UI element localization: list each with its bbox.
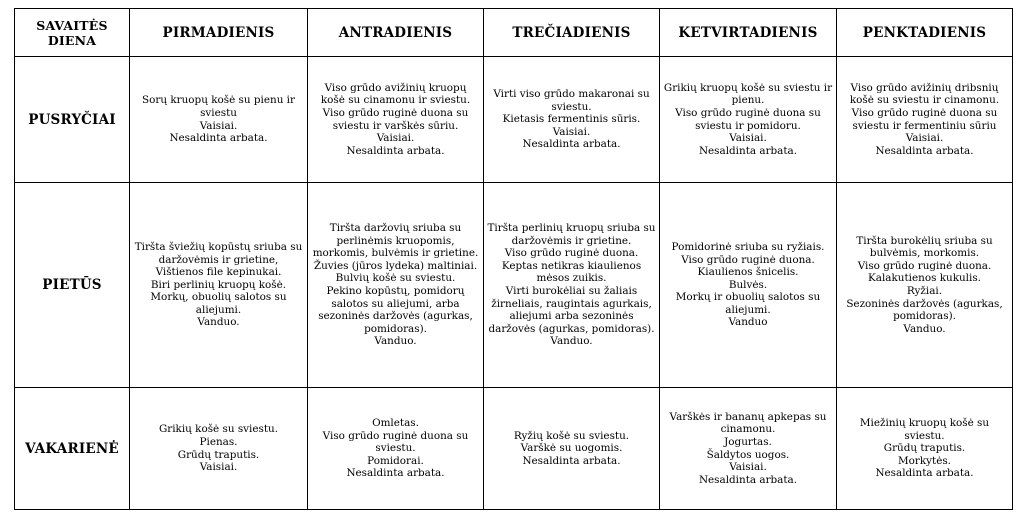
menu-item-line: Pomidorinė sriuba su ryžiais. — [671, 240, 825, 253]
menu-item-line: Keptas netikras kiaulienos mėsos zuikis. — [501, 259, 642, 285]
menu-item-line: Morkų ir obuolių salotos su aliejumi. — [675, 291, 821, 316]
menu-cell-breakfast-friday — [837, 57, 1013, 183]
header-row — [15, 9, 1013, 57]
menu-item-line: Grikių košė su sviestu. — [158, 423, 279, 436]
menu-item-line: Pienas. — [199, 435, 238, 448]
menu-item-line: Grūdų traputis. — [177, 448, 260, 461]
menu-item-line: Vaisiai. — [729, 132, 767, 145]
menu-item-line: Miežinių kruopų košė su sviestu. — [859, 417, 990, 442]
meal-row-dinner — [15, 388, 1013, 510]
menu-item-line: Viso grūdo ruginė duona su sviestu ir pomidoru. — [675, 106, 821, 132]
menu-item-line: Viso grūdo ruginė duona. — [681, 253, 815, 266]
menu-item-line: Tiršta šviežių kopūstų sriuba su daržovėmis ir grietine, — [134, 240, 303, 266]
menu-item-line: Omletas. — [372, 417, 419, 430]
menu-item-line: Vanduo. — [903, 322, 946, 335]
meal-label-lunch: PIETŪS — [15, 183, 130, 388]
menu-cell-breakfast-monday — [130, 57, 308, 183]
corner-line: DIENA — [47, 32, 97, 48]
menu-item-line: Nesaldinta arbata. — [698, 473, 798, 486]
menu-cell-lunch-wednesday — [484, 183, 660, 388]
menu-item-line: Nesaldinta arbata. — [346, 144, 445, 157]
menu-item-line: Kiaulienos šnicelis. — [697, 266, 799, 279]
menu-cell-dinner-friday — [837, 388, 1013, 510]
menu-item-line: Varškė su uogomis. — [520, 442, 623, 455]
menu-cell-dinner-wednesday — [484, 388, 660, 510]
menu-item-line: Sorų kruopų košė su pienu ir sviestu — [142, 94, 295, 119]
menu-item-line: Vaisiai. — [729, 461, 767, 474]
menu-item-line: Vaisiai. — [376, 132, 415, 145]
day-header-monday: PIRMADIENIS — [130, 9, 308, 57]
menu-item-line: Tiršta daržovių sriuba su perlinėmis kruopomis, morkomis, bulvėmis ir grietine. — [312, 222, 479, 260]
menu-item-line: Viso grūdo ruginė duona su sviestu. — [322, 429, 469, 455]
day-header-thursday: KETVIRTADIENIS — [660, 9, 837, 57]
menu-item-line: Morkytės. — [898, 454, 951, 467]
menu-item-line: Vaisiai. — [905, 132, 944, 145]
menu-cell-lunch-friday — [837, 183, 1013, 388]
menu-item-line: Pekino kopūstų, pomidorų salotos su aliejumi, arba sezoninės daržovės (agurkas, pomidoras). — [318, 285, 473, 335]
weekly-menu-table — [14, 8, 1013, 510]
menu-item-line: Viso grūdo avižinių dribsnių košė su sviestu ir cinamonu. — [849, 81, 1000, 107]
menu-cell-dinner-monday — [130, 388, 308, 510]
menu-item-line: Viso grūdo ruginė duona su sviestu ir varškės sūriu. — [322, 106, 469, 132]
menu-item-line: Varškės ir bananų apkepas su cinamonu. — [669, 410, 827, 436]
menu-item-line: Bulvės. — [728, 278, 768, 291]
menu-item-line: Bulvių košė su sviestu. — [335, 272, 456, 285]
menu-cell-dinner-tuesday — [308, 388, 484, 510]
menu-item-line: Nesaldinta arbata. — [522, 454, 621, 467]
menu-cell-lunch-monday — [130, 183, 308, 388]
menu-item-line: Viso grūdo ruginė duona su sviestu ir fermentiniu sūriu — [851, 106, 998, 132]
menu-item-line: Žuvies (jūros lydeka) maltiniai. — [313, 259, 478, 272]
menu-item-line: Nesaldinta arbata. — [346, 467, 445, 480]
menu-item-line: Jogurtas. — [724, 435, 772, 448]
menu-item-line: Kietasis fermentinis sūris. — [502, 113, 641, 126]
menu-item-line: Sezoninės daržovės (agurkas, pomidoras). — [846, 297, 1003, 323]
menu-item-line: Tiršta perlinių kruopų sriuba su daržovėmis ir grietine. — [487, 222, 656, 247]
menu-item-line: Vištienos file kepinukai. — [155, 266, 282, 279]
menu-item-line: Virti burokėliai su žaliais žirneliais, raugintais agurkais, aliejumi arba sezoninės daržovės (agurkas, pomidoras). — [488, 285, 655, 335]
menu-cell-breakfast-wednesday — [484, 57, 660, 183]
meal-label-dinner: VAKARIENĖ — [15, 388, 130, 510]
menu-item-line: Viso grūdo avižinių kruopų košė su cinamonu ir sviestu. — [320, 81, 471, 107]
meal-label-breakfast: PUSRYČIAI — [15, 57, 130, 183]
meal-row-breakfast — [15, 57, 1013, 183]
menu-item-line: Viso grūdo ruginė duona. — [857, 259, 992, 272]
menu-item-line: Vanduo. — [550, 335, 593, 348]
menu-item-line: Vaisiai. — [552, 125, 591, 138]
menu-item-line: Nesaldinta arbata. — [875, 467, 974, 480]
menu-item-line: Vanduo — [728, 316, 768, 329]
menu-item-line: Šaldytos uogos. — [706, 448, 790, 461]
menu-item-line: Vaisiai. — [199, 461, 238, 474]
day-header-wednesday: TREČIADIENIS — [484, 9, 660, 57]
menu-item-line: Nesaldinta arbata. — [698, 144, 798, 157]
corner-line: SAVAITĖS — [36, 17, 108, 33]
menu-item-line: Tiršta burokėlių sriuba su bulvėmis, morkomis. — [856, 234, 993, 260]
menu-item-line: Pomidorai. — [367, 454, 424, 467]
menu-item-line: Viso grūdo ruginė duona. — [504, 247, 639, 260]
menu-item-line: Vanduo. — [197, 316, 240, 329]
menu-cell-lunch-tuesday — [308, 183, 484, 388]
menu-item-line: Nesaldinta arbata. — [169, 132, 268, 145]
day-header-tuesday: ANTRADIENIS — [308, 9, 484, 57]
menu-cell-dinner-thursday — [660, 388, 837, 510]
menu-item-line: Vanduo. — [374, 335, 417, 348]
corner-header — [15, 9, 130, 57]
menu-item-line: Biri perlinių kruopų košė. — [150, 278, 287, 291]
menu-cell-breakfast-tuesday — [308, 57, 484, 183]
menu-item-line: Grikių kruopų košė su sviestu ir pienu. — [663, 81, 833, 107]
day-header-friday: PENKTADIENIS — [837, 9, 1013, 57]
menu-item-line: Nesaldinta arbata. — [522, 138, 621, 151]
menu-item-line: Morkų, obuolių salotos su aliejumi. — [150, 291, 287, 316]
menu-cell-breakfast-thursday — [660, 57, 837, 183]
menu-item-line: Nesaldinta arbata. — [875, 144, 974, 157]
meal-row-lunch — [15, 183, 1013, 388]
menu-item-line: Virti viso grūdo makaronai su sviestu. — [493, 88, 650, 113]
menu-item-line: Vaisiai. — [199, 119, 238, 132]
menu-item-line: Kalakutienos kukulis. — [868, 272, 981, 285]
menu-item-line: Ryžiai. — [906, 285, 943, 297]
menu-item-line: Ryžių košė su sviestu. — [513, 429, 630, 442]
menu-item-line: Grūdų traputis. — [883, 442, 966, 455]
menu-cell-lunch-thursday — [660, 183, 837, 388]
